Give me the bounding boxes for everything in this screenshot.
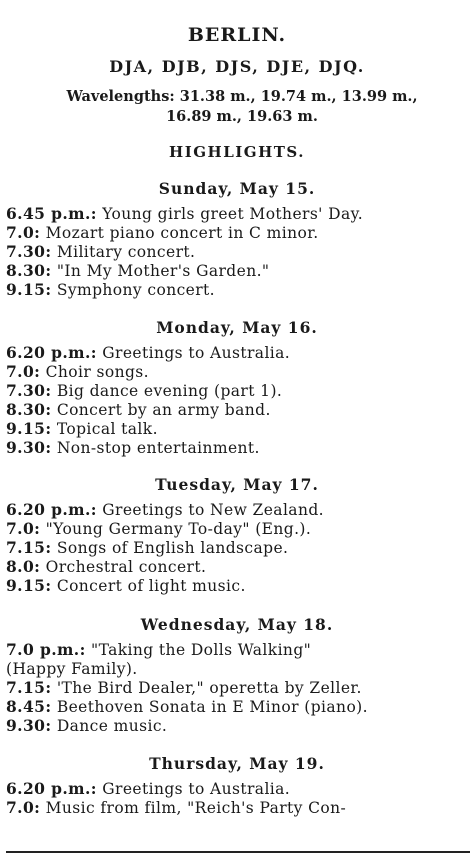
entry-time: 7.0: xyxy=(6,797,41,817)
entry-time: 9.30: xyxy=(6,437,52,457)
entry-time: 6.20 p.m.: xyxy=(6,779,97,798)
entry-text: Dance music. xyxy=(56,716,168,735)
day-heading-thursday: Thursday, May 19. xyxy=(149,754,325,773)
list-item xyxy=(6,577,468,596)
page-title: BERLIN. xyxy=(187,24,287,46)
schedule-list-thursday xyxy=(6,780,468,818)
entry-time: 7.15: xyxy=(6,677,52,697)
list-item xyxy=(6,698,468,717)
wavelengths-line-1: Wavelengths: 31.38 m., 19.74 m., 13.99 m., xyxy=(66,88,418,105)
entry-text: Choir songs. xyxy=(45,362,149,381)
entry-time: 7.30: xyxy=(6,380,52,400)
station-callsigns: DJA, DJB, DJS, DJE, DJQ. xyxy=(109,57,365,76)
entry-text: Young girls greet Mothers' Day. xyxy=(102,205,364,223)
entry-time: 7.15: xyxy=(6,537,52,557)
entry-text: Military concert. xyxy=(56,242,196,261)
entry-time: 8.30: xyxy=(6,399,52,419)
entry-text: Orchestral concert. xyxy=(45,557,207,576)
entry-text: Concert by an army band. xyxy=(56,400,271,419)
list-item xyxy=(6,780,468,799)
entry-text: Greetings to Australia. xyxy=(102,780,291,798)
entry-time: 9.15: xyxy=(6,575,52,595)
entry-time: 6.45 p.m.: xyxy=(6,204,97,223)
entry-text: Big dance evening (part 1). xyxy=(56,381,283,400)
list-item xyxy=(6,501,468,520)
entry-text: Concert of light music. xyxy=(56,576,246,595)
column-divider xyxy=(6,851,470,853)
list-item xyxy=(6,281,468,300)
list-item xyxy=(6,262,468,281)
list-item xyxy=(6,558,468,577)
entry-time: 7.0: xyxy=(6,361,41,381)
entry-text: Greetings to Australia. xyxy=(102,344,291,362)
day-heading-wednesday: Wednesday, May 18. xyxy=(140,615,334,634)
entry-time: 7.30: xyxy=(6,241,52,261)
list-item xyxy=(6,224,468,243)
list-item xyxy=(6,363,468,382)
entry-text: Symphony concert. xyxy=(56,280,216,299)
schedule-list-sunday xyxy=(6,205,468,300)
day-heading-monday: Monday, May 16. xyxy=(156,318,318,337)
entry-text: Topical talk. xyxy=(56,419,158,438)
entry-text: Greetings to New Zealand. xyxy=(102,501,324,519)
schedule-list-monday xyxy=(6,344,468,457)
entry-time: 7.0 p.m.: xyxy=(6,640,86,659)
list-item xyxy=(6,539,468,558)
entry-text: 'The Bird Dealer," operetta by Zeller. xyxy=(56,678,362,697)
section-heading: HIGHLIGHTS. xyxy=(169,143,305,161)
list-item xyxy=(6,679,468,698)
entry-time: 8.45: xyxy=(6,696,52,716)
day-heading-sunday: Sunday, May 15. xyxy=(158,179,316,198)
entry-text: Non-stop entertainment. xyxy=(56,438,260,457)
list-item xyxy=(6,439,468,458)
list-item xyxy=(6,799,468,818)
day-heading-tuesday: Tuesday, May 17. xyxy=(155,475,319,494)
list-item xyxy=(6,641,468,679)
list-item xyxy=(6,520,468,539)
entry-time: 6.20 p.m.: xyxy=(6,343,97,362)
entry-time: 9.15: xyxy=(6,418,52,438)
wavelengths-line-2: 16.89 m., 19.63 m. xyxy=(166,108,318,125)
entry-time: 9.30: xyxy=(6,715,52,735)
entry-time: 8.0: xyxy=(6,556,41,576)
entry-text: Beethoven Sonata in E Minor (piano). xyxy=(56,697,368,716)
entry-time: 7.0: xyxy=(6,518,41,538)
entry-time: 8.30: xyxy=(6,260,52,280)
entry-continuation: (Happy Family). xyxy=(6,659,138,678)
list-item xyxy=(6,205,468,224)
list-item xyxy=(6,382,468,401)
schedule-list-wednesday xyxy=(6,641,468,736)
entry-text: "In My Mother's Garden." xyxy=(56,261,270,280)
list-item xyxy=(6,420,468,439)
list-item xyxy=(6,401,468,420)
entry-text: Songs of English landscape. xyxy=(56,538,289,557)
wavelengths xyxy=(12,87,472,127)
entry-time: 6.20 p.m.: xyxy=(6,500,97,519)
entry-time: 7.0: xyxy=(6,222,41,242)
list-item xyxy=(6,344,468,363)
entry-text: Mozart piano concert in C minor. xyxy=(45,223,319,242)
entry-text: "Taking the Dolls Walking" xyxy=(91,641,312,659)
list-item xyxy=(6,243,468,262)
entry-text: Music from film, "Reich's Party Con- xyxy=(45,798,347,817)
schedule-list-tuesday xyxy=(6,501,468,596)
list-item xyxy=(6,717,468,736)
entry-text: "Young Germany To-day" (Eng.). xyxy=(45,519,312,538)
entry-time: 9.15: xyxy=(6,279,52,299)
